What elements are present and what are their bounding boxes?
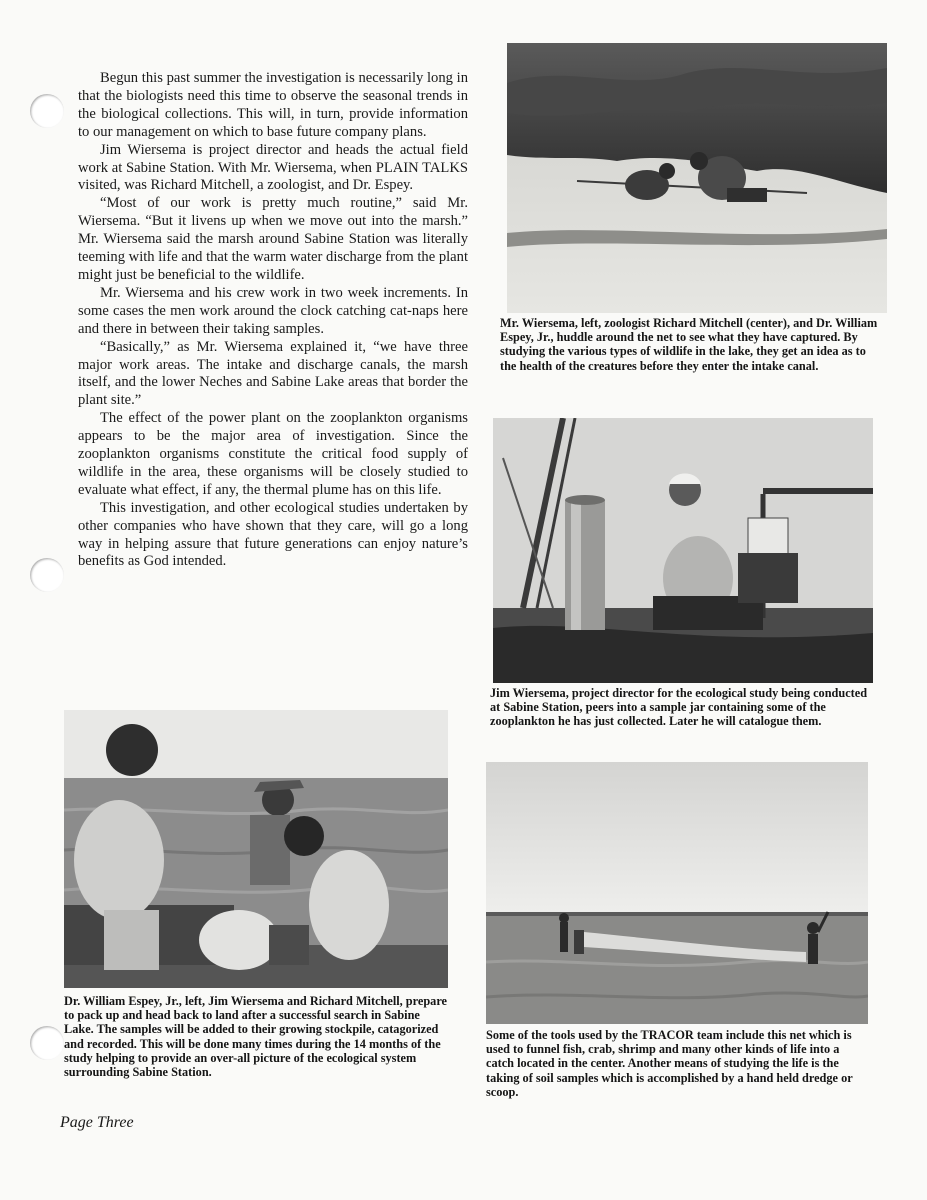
article-paragraph: Begun this past summer the investigation is necessarily long in that the biologists need this time to observe the seasonal trends in the biological collections. This will, in turn, provide information to our management on which to base future company plans. <box>78 70 468 140</box>
caption-boat-sabine-lake: Dr. William Espey, Jr., left, Jim Wiersema and Richard Mitchell, prepare to pack up and head back to land after a successful search in Sabine Lake. The samples will be added to their growing stockpile, catagorized and recorded. This will be done many times during the 14 months of the study helping to provide an over-all picture of the ecological system surrounding Sabine Station. <box>64 994 448 1080</box>
photo-sample-jar <box>493 418 873 683</box>
binder-hole-top <box>30 94 64 128</box>
article-paragraph: This investigation, and other ecological studies undertaken by other companies who have shown that they care, will go a long way in helping assure that future generations can enjoy nature’s benefits as God intended. <box>78 499 468 570</box>
binder-hole-middle <box>30 558 64 592</box>
photo-seine-net <box>486 762 868 1024</box>
page-number: Page Three <box>60 1114 134 1131</box>
article-paragraph: “Most of our work is pretty much routine,” said Mr. Wiersema. “But it livens up when we move out into the marsh.” Mr. Wiersema said the marsh around Sabine Station was literally teeming with life and that the warm water discharge from the plant might just be beneficial to the wildlife. <box>78 195 468 283</box>
article-body <box>78 70 468 571</box>
article-paragraph: Jim Wiersema is project director and heads the actual field work at Sabine Station. With Mr. Wiersema, when PLAIN TALKS visited, was Richard Mitchell, a zoologist, and Dr. Espey. <box>78 141 468 194</box>
article-paragraph: “Basically,” as Mr. Wiersema explained it, “we have three major work areas. The intake and discharge canals, the marsh itself, and the lower Neches and Sabine Lake areas that border the plant site.” <box>78 338 468 409</box>
photo-boat-sabine-lake <box>64 710 448 988</box>
caption-seine-net: Some of the tools used by the TRACOR team include this net which is used to funnel fish, crab, shrimp and many other kinds of life into a catch located in the center. Another means of studying the life is the taking of soil samples which is accomplished by a hand held dredge or scoop. <box>486 1028 853 1099</box>
caption-sample-jar: Jim Wiersema, project director for the ecological study being conducted at Sabine Station, peers into a sample jar containing some of the zooplankton he has just collected. Later he will catalogue them. <box>490 686 868 729</box>
caption-marsh-net: Mr. Wiersema, left, zoologist Richard Mitchell (center), and Dr. William Espey, Jr., huddle around the net to see what they have captured. By studying the various types of wildlife in the lake, they get an idea as to the health of the creatures before they enter the intake canal. <box>500 316 878 373</box>
article-paragraph: Mr. Wiersema and his crew work in two week increments. In some cases the men work around the clock catching cat-naps here and there in between their taking samples. <box>78 284 468 337</box>
article-paragraph: The effect of the power plant on the zooplankton organisms appears to be the major area of investigation. Since the zooplankton organisms constitute the critical food supply of wildlife in the area, these organisms will be closely studied to evaluate what effect, if any, the thermal plume has on this life. <box>78 410 468 498</box>
binder-hole-bottom <box>30 1026 64 1060</box>
photo-marsh-net <box>507 43 887 313</box>
